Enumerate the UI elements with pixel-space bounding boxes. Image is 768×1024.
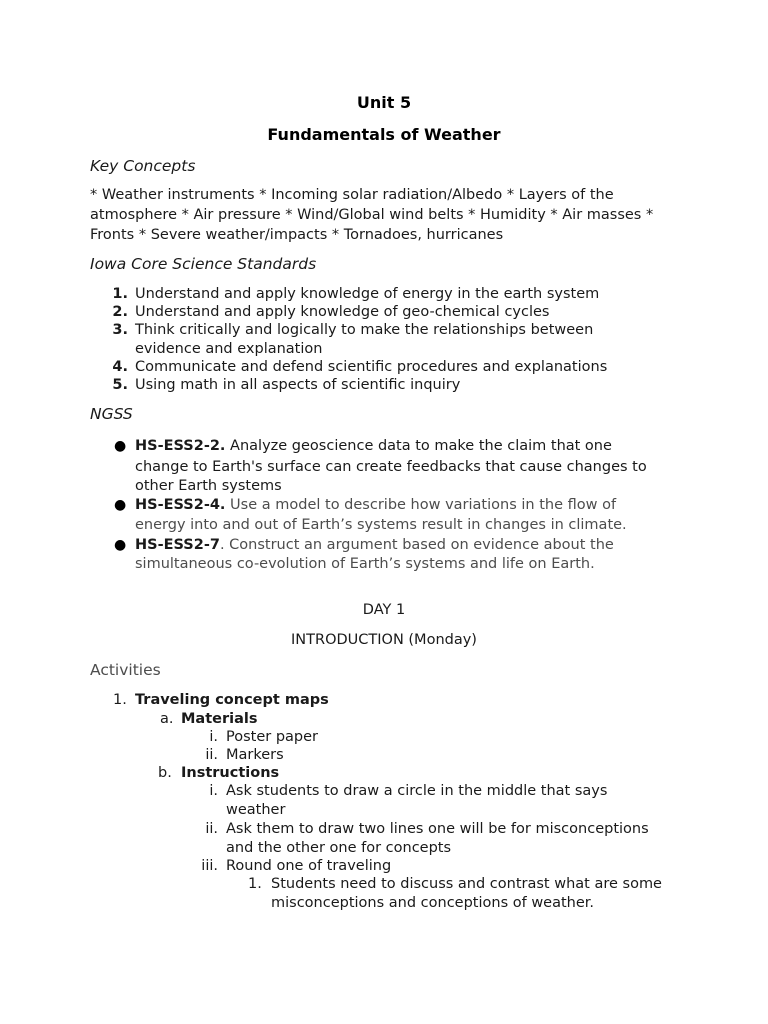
key-concepts-line: * Weather instruments * Incoming solar radiation/Albedo * Layers of the (90, 187, 614, 203)
instruction-text: Ask them to draw two lines one will be for misconceptions (226, 821, 649, 837)
instruction-text: and the other one for concepts (226, 840, 452, 856)
ngss-code: HS-ESS2-7 (135, 537, 220, 553)
sub-step-text: Students need to discuss and contrast what are some (271, 876, 662, 892)
page-title: Fundamentals of Weather (267, 125, 501, 144)
material-item: Poster paper (226, 729, 319, 745)
roman-marker: ii. (205, 821, 218, 837)
instruction-text: Ask students to draw a circle in the middle that says (226, 783, 608, 799)
roman-marker: i. (209, 729, 218, 745)
bullet-icon: ● (114, 438, 127, 454)
unit-title: Unit 5 (356, 93, 412, 112)
roman-marker: ii. (205, 747, 218, 763)
standard-number: 2. (112, 304, 128, 320)
sub-step-text: misconceptions and conceptions of weather. (271, 895, 595, 911)
standard-text: evidence and explanation (135, 341, 323, 357)
ngss-text: Use a model to describe how variations in the flow of (225, 497, 617, 513)
ngss-item (135, 536, 614, 554)
standard-text: Using math in all aspects of scientific inquiry (135, 377, 461, 393)
ngss-item (135, 496, 616, 514)
standard-text: Understand and apply knowledge of geo-chemical cycles (135, 304, 550, 320)
ngss-text: other Earth systems (135, 478, 282, 494)
ngss-code: HS-ESS2-4. (135, 497, 226, 513)
instructions-heading: Instructions (181, 765, 280, 781)
ngss-text: change to Earth's surface can create feedbacks that cause changes to (135, 459, 647, 475)
materials-heading: Materials (181, 711, 258, 727)
ngss-item (135, 437, 612, 455)
activities-heading: Activities (90, 661, 161, 679)
standard-number: 4. (112, 359, 128, 375)
day-subtitle: INTRODUCTION (Monday) (291, 632, 477, 648)
bullet-icon: ● (114, 537, 127, 553)
standard-number: 1. (112, 286, 128, 302)
standards-heading: Iowa Core Science Standards (90, 255, 317, 273)
sublist-marker: a. (160, 711, 174, 727)
sublist-marker: b. (158, 765, 172, 781)
day-label: DAY 1 (362, 602, 406, 618)
key-concepts-heading: Key Concepts (90, 157, 196, 175)
ngss-text: simultaneous co-evolution of Earth’s systems and life on Earth. (135, 556, 595, 572)
ngss-code: HS-ESS2-2. (135, 438, 226, 454)
roman-marker: iii. (201, 858, 218, 874)
sub-step-number: 1. (248, 876, 262, 892)
standard-text: Communicate and defend scientific procedures and explanations (135, 359, 608, 375)
bullet-icon: ● (114, 497, 127, 513)
key-concepts-line: Fronts * Severe weather/impacts * Tornadoes, hurricanes (90, 227, 504, 243)
material-item: Markers (226, 747, 284, 763)
instruction-text: weather (226, 802, 286, 818)
ngss-heading: NGSS (90, 405, 133, 423)
standard-number: 3. (112, 322, 128, 338)
ngss-text: energy into and out of Earth’s systems result in changes in climate. (135, 517, 627, 533)
ngss-text: Analyze geoscience data to make the claim that one (225, 438, 612, 454)
standard-text: Understand and apply knowledge of energy in the earth system (135, 286, 600, 302)
ngss-text: . Construct an argument based on evidence about the (219, 537, 614, 553)
roman-marker: i. (209, 783, 218, 799)
standard-number: 5. (112, 377, 128, 393)
key-concepts-line: atmosphere * Air pressure * Wind/Global wind belts * Humidity * Air masses * (90, 207, 654, 223)
activity-title: Traveling concept maps (135, 692, 329, 708)
instruction-text: Round one of traveling (226, 858, 392, 874)
activity-number: 1. (113, 692, 127, 708)
standard-text: Think critically and logically to make the relationships between (135, 322, 594, 338)
